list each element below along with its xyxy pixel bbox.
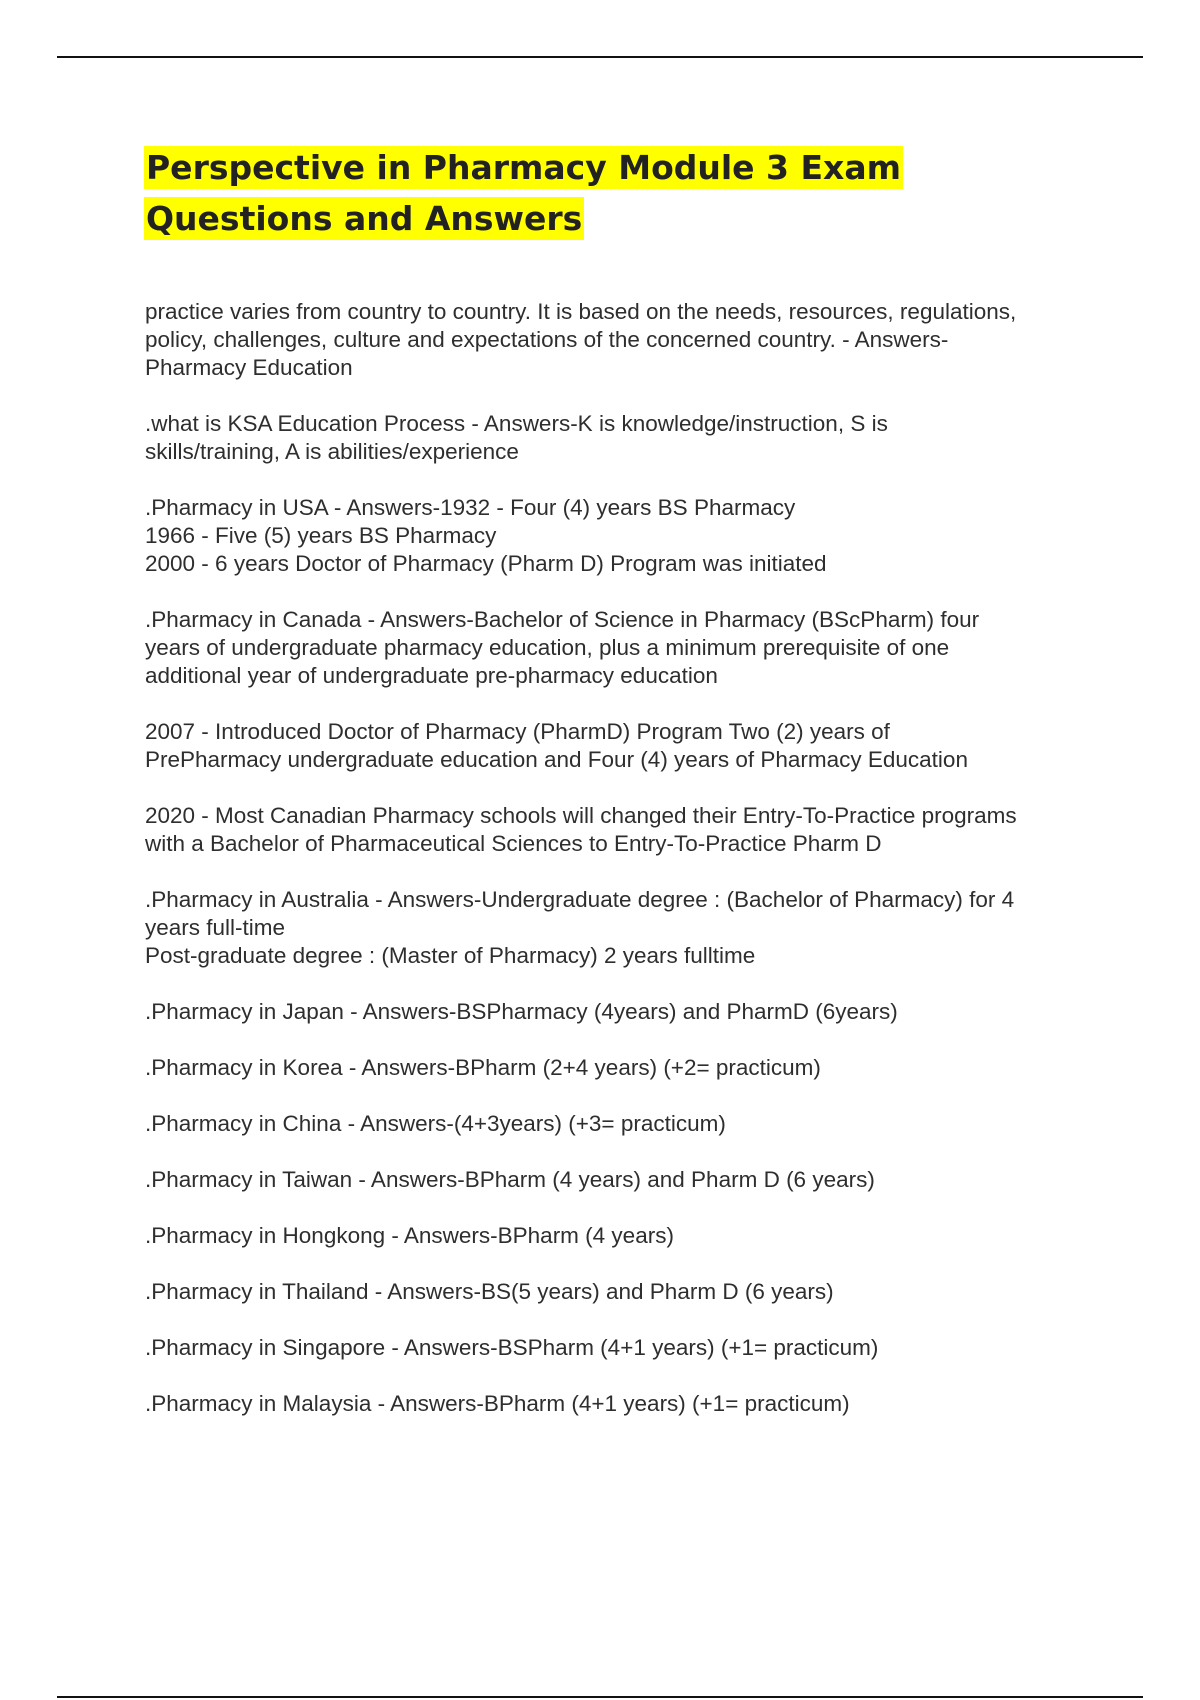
paragraph-line: practice varies from country to country. It is based on the needs, resources, regulations, — [145, 299, 1017, 324]
paragraph-line: .Pharmacy in Canada - Answers-Bachelor of Science in Pharmacy (BScPharm) four — [145, 607, 980, 632]
paragraph-line: 1966 - Five (5) years BS Pharmacy — [145, 523, 497, 548]
paragraph-line: skills/training, A is abilities/experience — [145, 439, 519, 464]
paragraph-line: with a Bachelor of Pharmaceutical Sciences to Entry-To-Practice Pharm D — [145, 831, 882, 856]
paragraph-line: .Pharmacy in Singapore - Answers-BSPharm (4+1 years) (+1= practicum) — [145, 1335, 879, 1360]
qa-paragraph — [145, 998, 1095, 1026]
qa-paragraph — [145, 886, 1095, 970]
paragraph-line: .Pharmacy in China - Answers-(4+3years) (+3= practicum) — [145, 1111, 726, 1136]
title-highlight: Perspective in Pharmacy Module 3 Exam Questions and Answers — [146, 148, 901, 238]
paragraph-line: additional year of undergraduate pre-pharmacy education — [145, 663, 718, 688]
paragraph-line: policy, challenges, culture and expectations of the concerned country. - Answers- — [145, 327, 949, 352]
document-body — [145, 298, 1095, 1446]
paragraph-line: .Pharmacy in Taiwan - Answers-BPharm (4 years) and Pharm D (6 years) — [145, 1167, 875, 1192]
paragraph-line: .Pharmacy in Thailand - Answers-BS(5 years) and Pharm D (6 years) — [145, 1279, 834, 1304]
paragraph-line: years of undergraduate pharmacy education, plus a minimum prerequisite of one — [145, 635, 950, 660]
paragraph-line: .Pharmacy in Korea - Answers-BPharm (2+4 years) (+2= practicum) — [145, 1055, 821, 1080]
document-title — [144, 142, 1074, 244]
top-rule — [57, 56, 1143, 58]
paragraph-line: 2020 - Most Canadian Pharmacy schools will changed their Entry-To-Practice programs — [145, 803, 1017, 828]
qa-paragraph — [145, 1110, 1095, 1138]
paragraph-line: .Pharmacy in Australia - Answers-Undergraduate degree : (Bachelor of Pharmacy) for 4 — [145, 887, 1015, 912]
qa-paragraph — [145, 410, 1095, 466]
paragraph-line: years full-time — [145, 915, 286, 940]
qa-paragraph — [145, 606, 1095, 690]
qa-paragraph — [145, 718, 1095, 774]
paragraph-line: 2007 - Introduced Doctor of Pharmacy (PharmD) Program Two (2) years of — [145, 719, 890, 744]
qa-paragraph — [145, 1334, 1095, 1362]
qa-paragraph — [145, 1278, 1095, 1306]
paragraph-line: .Pharmacy in USA - Answers-1932 - Four (4) years BS Pharmacy — [145, 495, 796, 520]
qa-paragraph — [145, 1054, 1095, 1082]
paragraph-line: .Pharmacy in Malaysia - Answers-BPharm (4+1 years) (+1= practicum) — [145, 1391, 850, 1416]
qa-paragraph — [145, 1390, 1095, 1418]
paragraph-line: .Pharmacy in Hongkong - Answers-BPharm (4 years) — [145, 1223, 674, 1248]
paragraph-line: 2000 - 6 years Doctor of Pharmacy (Pharm D) Program was initiated — [145, 551, 827, 576]
qa-paragraph — [145, 298, 1095, 382]
qa-paragraph — [145, 1166, 1095, 1194]
qa-paragraph — [145, 802, 1095, 858]
paragraph-line: .Pharmacy in Japan - Answers-BSPharmacy (4years) and PharmD (6years) — [145, 999, 898, 1024]
paragraph-line: Post-graduate degree : (Master of Pharmacy) 2 years fulltime — [145, 943, 756, 968]
qa-paragraph — [145, 1222, 1095, 1250]
bottom-rule — [57, 1696, 1143, 1698]
paragraph-line: Pharmacy Education — [145, 355, 353, 380]
paragraph-line: PrePharmacy undergraduate education and Four (4) years of Pharmacy Education — [145, 747, 968, 772]
qa-paragraph — [145, 494, 1095, 578]
paragraph-line: .what is KSA Education Process - Answers-K is knowledge/instruction, S is — [145, 411, 888, 436]
